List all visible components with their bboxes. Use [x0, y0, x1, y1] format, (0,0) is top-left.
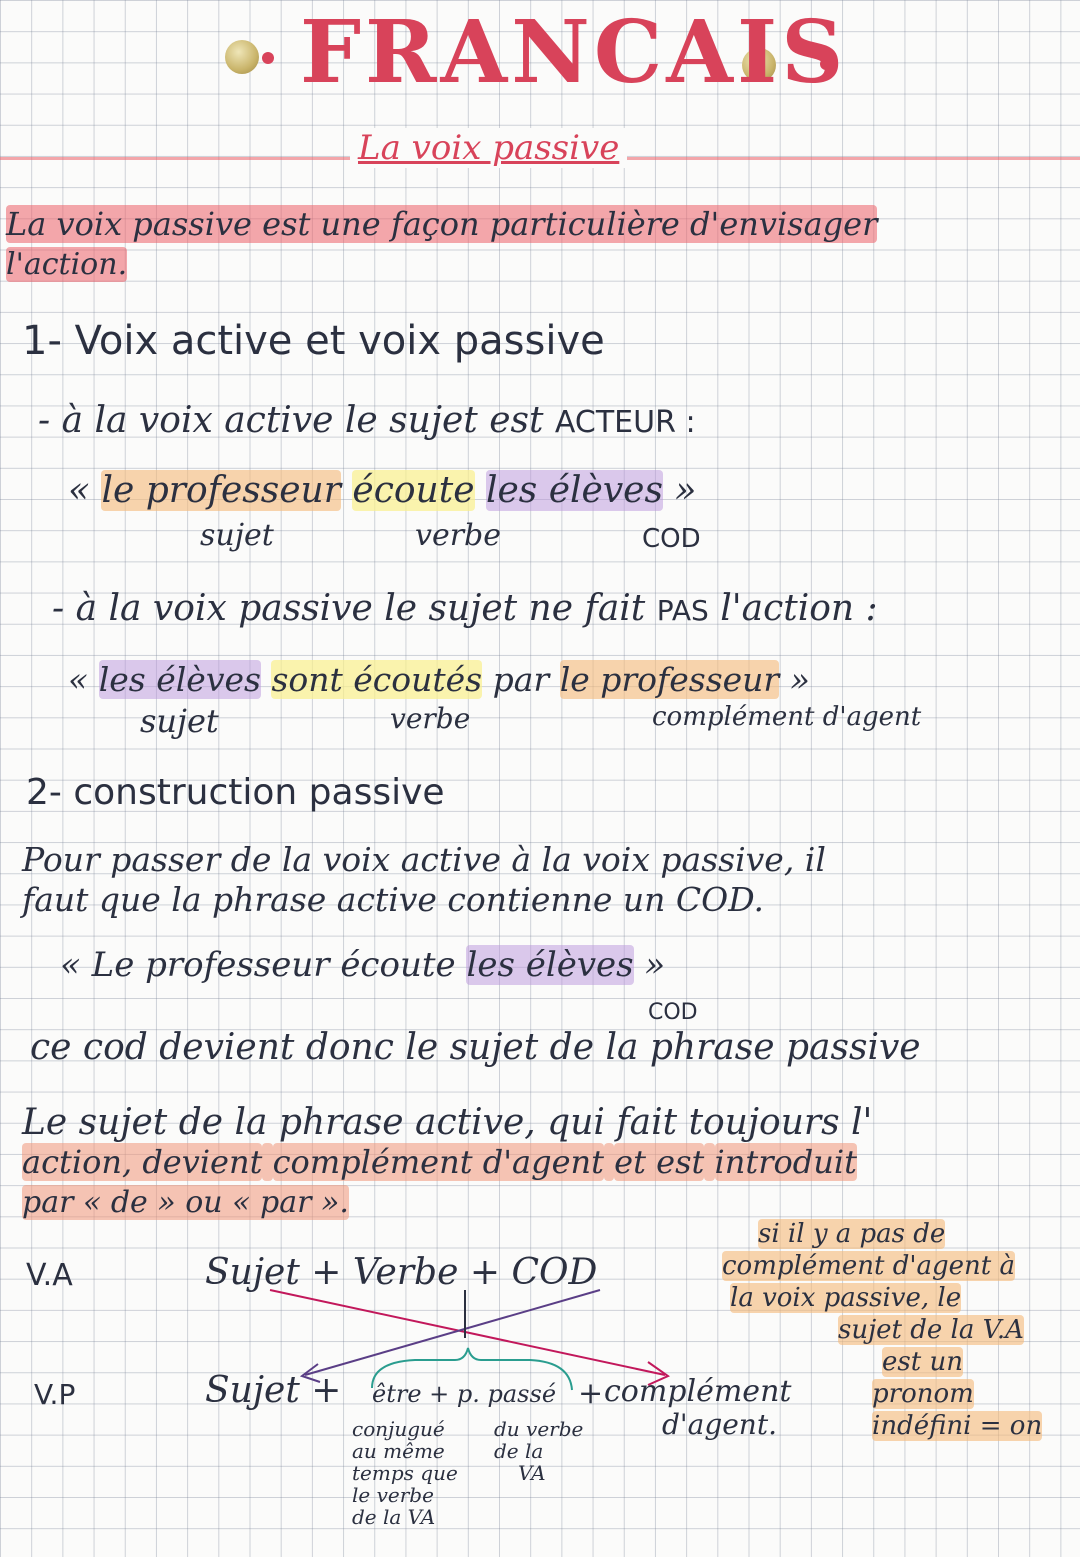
vp-sujet: Sujet +	[205, 1370, 342, 1411]
section-1-heading: 1- Voix active et voix passive	[22, 318, 605, 364]
arrow-sujet-to-agent	[270, 1290, 665, 1375]
note-conjugue: conjugué au même temps que le verbe de la VA	[352, 1417, 458, 1529]
vp-agent-2: d'agent.	[662, 1408, 777, 1441]
active-example: « le professeur écoute les élèves »	[68, 470, 697, 511]
label-verb: verbe	[415, 518, 502, 553]
label-cod: COD	[642, 524, 701, 554]
intro-line-2: l'action.	[6, 247, 128, 282]
va-formula: Sujet + Verbe + COD	[205, 1252, 598, 1293]
label-agent-passive: complément d'agent	[652, 702, 922, 732]
side-note: si il y a pas de complément d'agent à la voix passive, le sujet de la V.A est un pronom indéfini = on	[722, 1219, 1043, 1441]
vp-etre-participe: être + p. passé	[372, 1380, 557, 1408]
cod-line: ce cod devient donc le sujet de la phrase passive	[30, 1027, 921, 1068]
agent-line-3: par « de » ou « par ».	[22, 1185, 349, 1220]
label-verb-passive: verbe	[390, 702, 471, 735]
passive-example: « les élèves sont écoutés par le professeur »	[68, 660, 810, 699]
intro-line-1: La voix passive est une façon particulière d'envisager	[6, 205, 878, 243]
vp-label: V.P	[34, 1378, 76, 1411]
section-2-heading: 2- construction passive	[26, 772, 445, 813]
vp-plus: +	[578, 1376, 604, 1411]
label-subject-passive: sujet	[140, 702, 219, 740]
agent-line-2: action, devient complément d'agent et est introduit	[22, 1143, 857, 1181]
note-du-verbe: du verbe de la VA	[494, 1417, 584, 1485]
passive-rule: - à la voix passive le sujet ne fait PAS l'action :	[52, 588, 878, 629]
va-label: V.A	[26, 1258, 73, 1293]
construction-example: « Le professeur écoute les élèves »	[60, 945, 666, 985]
construction-cod-label: COD	[648, 1000, 698, 1025]
active-rule: - à la voix active le sujet est ACTEUR :	[38, 400, 696, 441]
rule-line-1: Pour passer de la voix active à la voix passive, il	[22, 840, 826, 879]
rule-line-2: faut que la phrase active contienne un COD.	[22, 880, 764, 919]
arrow-cod-to-sujet	[305, 1290, 600, 1375]
page-title: FRANCAIS	[300, 2, 848, 103]
vp-agent-1: complément	[604, 1374, 792, 1409]
page-subtitle: La voix passive	[350, 128, 627, 168]
label-subject: sujet	[200, 518, 274, 553]
agent-line-1: Le sujet de la phrase active, qui fait toujours l'	[22, 1102, 873, 1143]
